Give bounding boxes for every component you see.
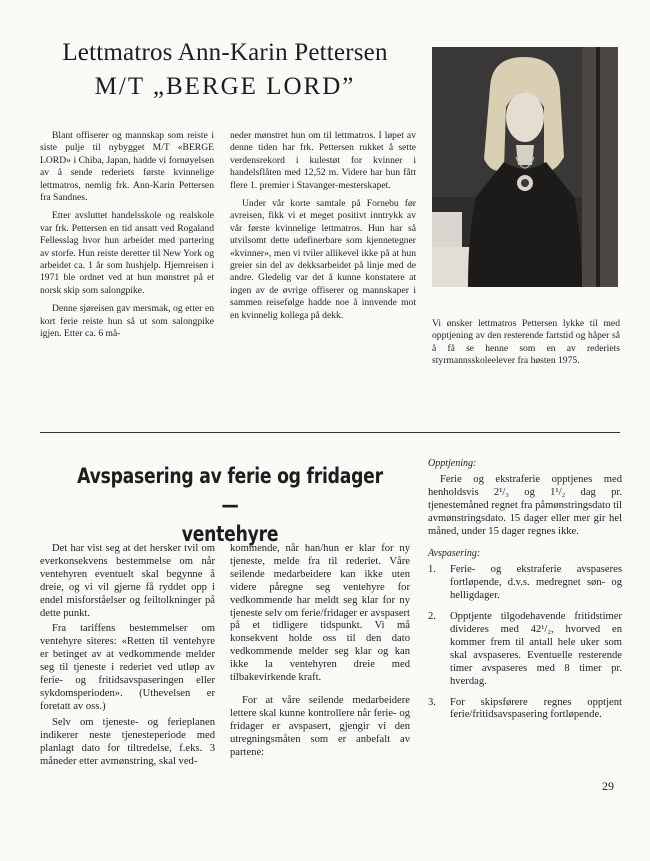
list-item: [428, 697, 622, 723]
paragraph: Ferie og ekstraferie opptjenes med henholdsvis 2¹/₃ og 1¹/₂ dag pr. tjenestemåned regnet fra påmønstringsdato til avmønstringsdato. 15 dager eller mer gir hel måned, under 15 dager regnes ikke.: [428, 473, 622, 537]
page-number: 29: [602, 779, 614, 793]
paragraph: Det har vist seg at det hersker tvil om everkonsekvens bestemmelse om når ventehyren eventuelt skal begynne å dreie, og vi vil gjerne få ryddet opp i endel misforståelser og feiltolkninger på dette punkt.: [40, 543, 215, 619]
paragraph: For at våre seilende medarbeidere lettere skal kunne kontrollere når ferie- og fridager er avspasert, gjengir vi den utregningsmåten som er anbefalt av partene:: [230, 694, 410, 758]
paragraph: Fra tariffens bestemmelser om ventehyre siteres: «Retten til ventehyre er betinget av at vedkommende melder seg til tjeneste i rederiet ved utløp av ferie- og fritidsavspaseringen eller sykdomsperioden». (Uthevelsen er foretatt av oss.): [40, 623, 215, 712]
paragraph: Selv om tjeneste- og ferieplanen indikerer neste tjenesteperiode med planlagt dato for tiltredelse, f.eks. 3 måneder etter avmønstring, skal ved-: [40, 716, 215, 767]
item-text: Ferie- og ekstraferie avspaseres fortløpende, d.v.s. medregnet søn- og helligdager.: [450, 564, 622, 602]
portrait-image: [432, 47, 618, 287]
paragraph: Denne sjøreisen gav mersmak, og etter en kort ferie reiste hun så ut som salongpike igjen. Etter ca. 6 må-: [40, 303, 214, 340]
article2-column-2: [230, 543, 410, 763]
article2-column-1: [40, 543, 215, 771]
item-number: 3.: [428, 696, 436, 708]
avspasering-list: [428, 564, 622, 722]
section-divider: [40, 432, 620, 433]
portrait-photo: [432, 47, 618, 287]
headline-line-1: Avspasering av ferie og fridager —: [77, 464, 383, 517]
paragraph: Blant offiserer og mannskap som reiste i siste pulje til nybygget M/T «BERGE LORD» i Chiba, Japan, hadde vi fornøyelsen av å sende rederiets første kvinnelige lettmatros, nemlig frk. Ann-Karin Pettersen fra Sandnes.: [40, 130, 214, 204]
item-number: 1.: [428, 564, 436, 576]
article-title: Lettmatros Ann-Karin Pettersen: [62, 39, 388, 66]
list-item: [428, 611, 622, 688]
section-heading-avspasering: Avspasering:: [428, 548, 481, 560]
photo-caption: Vi ønsker lettmatros Pettersen lykke til med opptjening av den resterende fartstid og håper så å få se henne som en av rederiets styrmannsskoleelever fra høsten 1975.: [432, 318, 620, 367]
article-subtitle-ship: M/T „BERGE LORD”: [94, 73, 356, 100]
paragraph: Etter avsluttet handelsskole og realskole var frk. Pettersen en tid ansatt ved Rogaland Fellesslag hvor hun arbeidet med partering av storfe. Hun reiste deretter til New York og arbeidet ca. 1 år som hushjelp. Hjemreisen i 1971 ble ordnet ved at hun mønstret på et norsk skip som salongpike.: [40, 210, 214, 296]
headline-line-2: ventehyre: [181, 522, 279, 546]
section-heading-opptjening: Opptjening:: [428, 458, 477, 469]
paragraph: Under vår korte samtale på Fornebu før avreisen, fikk vi et meget positivt inntrykk av vår første kvinnelige lettmatros. Hun har så utvilsomt dette udefinerbare som kjennetegner «kvinner», men vi tviler allikevel ikke på at hun greier sin del av dekksarbeidet på linje med de andre. Gledelig var det å kunne konstatere at ingen av de øvrige offiserer og mannskaper i sammen reisefølge hadde noe å innvende mot en kvinnelig kollega på dekk.: [230, 198, 416, 321]
article1-column-2: [230, 130, 416, 328]
paragraph: kommende, når han/hun er klar for ny tjeneste, melde fra til rederiet. Våre seilende medarbeidere kan ikke uten videre påregne seg ventehyre for vedkommende har meldt seg klar for ny tjeneste selv om ferie/fridager er avspasert på et tidligere tidspunkt. Vi må konsekvent holde oss til den dato vedkommende melder seg klar og kan ikke la ventehyren dreie med tilbakevirkende kraft.: [230, 543, 410, 684]
article2-column-3: [428, 458, 622, 730]
article1-column-1: [40, 130, 214, 347]
list-item: [428, 564, 622, 603]
article2-headline: [74, 462, 386, 549]
item-text: Opptjente tilgodehavende fritidstimer divideres med 42¹/₂, hvorved en kommer frem til antall hele uker som skal avspaseres. Eventuelle resterende timer avspaseres med 8 timer pr. hverdag.: [450, 611, 622, 687]
item-text: For skipsførere regnes opptjent ferie/fritidsavspasering fortløpende.: [450, 696, 622, 721]
paragraph: neder mønstret hun om til lettmatros. I løpet av denne tiden har frk. Pettersen rukket å sette verdensrekord i kulestøt for kvinner i handelsflåten med 12,52 m. Videre har hun fått flere 1. premier i Stavanger-mesterskapet.: [230, 130, 416, 191]
item-number: 2.: [428, 611, 436, 623]
